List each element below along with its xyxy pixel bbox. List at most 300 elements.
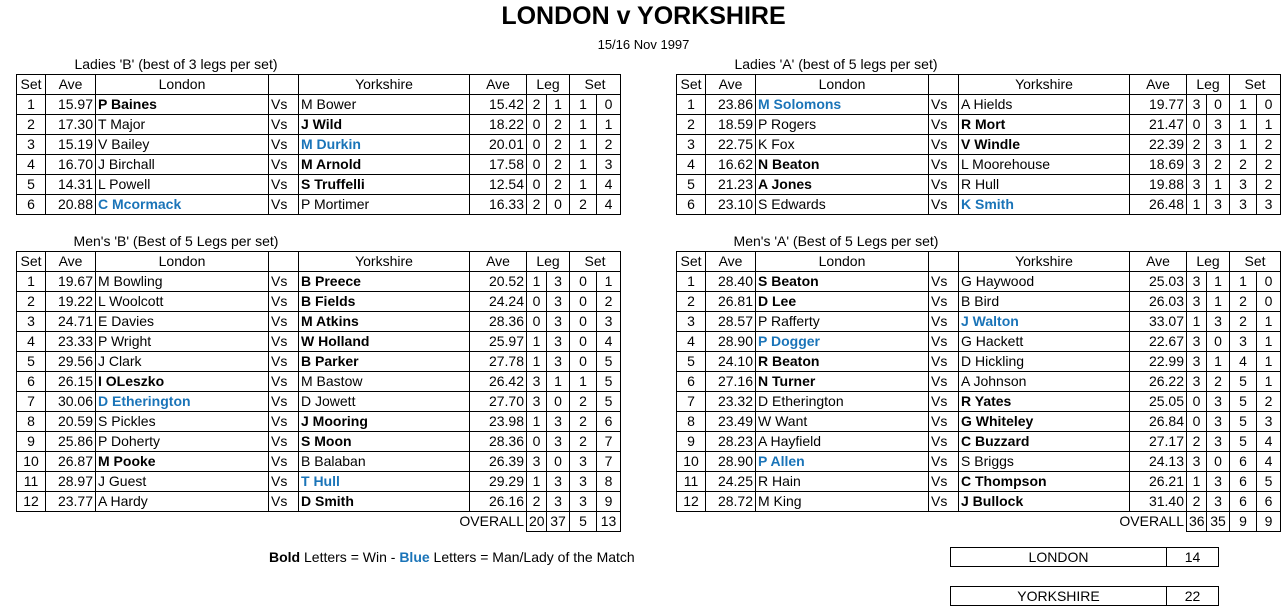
leg-yorkshire: 3 bbox=[547, 432, 570, 452]
set-yorkshire: 0 bbox=[1257, 95, 1281, 115]
yorkshire-player: M Bower bbox=[299, 95, 470, 115]
leg-yorkshire: 3 bbox=[1207, 392, 1230, 412]
set-london: 3 bbox=[1230, 175, 1257, 195]
table-row bbox=[17, 392, 621, 412]
london-player: W Want bbox=[756, 412, 929, 432]
leg-yorkshire: 3 bbox=[1207, 412, 1230, 432]
table-row bbox=[17, 452, 621, 472]
header-ave: Ave bbox=[46, 252, 96, 272]
yorkshire-average: 26.22 bbox=[1130, 372, 1187, 392]
ladies-a-caption: Ladies 'A' (best of 5 legs per set) bbox=[734, 56, 938, 72]
versus-label: Vs bbox=[929, 412, 959, 432]
london-average: 24.10 bbox=[706, 352, 756, 372]
table-row bbox=[17, 372, 621, 392]
yorkshire-player: B Parker bbox=[299, 352, 470, 372]
leg-london: 2 bbox=[527, 95, 547, 115]
yorkshire-average: 26.39 bbox=[470, 452, 527, 472]
london-player: N Turner bbox=[756, 372, 929, 392]
header-blank bbox=[269, 75, 299, 95]
set-yorkshire: 2 bbox=[1257, 392, 1281, 412]
leg-london: 0 bbox=[527, 312, 547, 332]
london-average: 23.32 bbox=[706, 392, 756, 412]
overall-row bbox=[677, 512, 1281, 532]
set-london: 6 bbox=[1230, 452, 1257, 472]
versus-label: Vs bbox=[269, 432, 299, 452]
set-london: 2 bbox=[570, 432, 597, 452]
versus-label: Vs bbox=[929, 392, 959, 412]
yorkshire-player: M Bastow bbox=[299, 372, 470, 392]
set-yorkshire: 3 bbox=[1257, 195, 1281, 215]
header-london: London bbox=[96, 75, 269, 95]
set-london: 2 bbox=[1230, 312, 1257, 332]
set-number: 2 bbox=[677, 292, 706, 312]
leg-london: 3 bbox=[1187, 95, 1207, 115]
london-average: 20.59 bbox=[46, 412, 96, 432]
leg-london: 3 bbox=[1187, 372, 1207, 392]
set-london: 1 bbox=[570, 372, 597, 392]
ladies-a-table bbox=[676, 74, 1281, 215]
versus-label: Vs bbox=[269, 472, 299, 492]
yorkshire-player: C Thompson bbox=[959, 472, 1130, 492]
set-yorkshire: 1 bbox=[1257, 352, 1281, 372]
leg-yorkshire: 2 bbox=[547, 135, 570, 155]
table-row bbox=[677, 332, 1281, 352]
set-london: 3 bbox=[570, 492, 597, 512]
total-team-score: 22 bbox=[1167, 587, 1219, 606]
yorkshire-average: 15.42 bbox=[470, 95, 527, 115]
set-london: 5 bbox=[1230, 432, 1257, 452]
table-row bbox=[677, 392, 1281, 412]
leg-london: 2 bbox=[1187, 492, 1207, 512]
yorkshire-player: T Hull bbox=[299, 472, 470, 492]
set-number: 6 bbox=[677, 372, 706, 392]
london-player: P Wright bbox=[96, 332, 269, 352]
header-set-score: Set bbox=[1230, 252, 1281, 272]
london-player: A Hayfield bbox=[756, 432, 929, 452]
yorkshire-player: D Smith bbox=[299, 492, 470, 512]
versus-label: Vs bbox=[929, 472, 959, 492]
yorkshire-average: 26.48 bbox=[1130, 195, 1187, 215]
set-number: 11 bbox=[17, 472, 46, 492]
leg-london: 2 bbox=[1187, 135, 1207, 155]
leg-yorkshire: 3 bbox=[1207, 492, 1230, 512]
yorkshire-average: 26.16 bbox=[470, 492, 527, 512]
set-number: 5 bbox=[17, 352, 46, 372]
london-average: 16.62 bbox=[706, 155, 756, 175]
leg-london: 3 bbox=[527, 372, 547, 392]
set-london: 4 bbox=[1230, 352, 1257, 372]
london-average: 28.40 bbox=[706, 272, 756, 292]
versus-label: Vs bbox=[269, 135, 299, 155]
table-row bbox=[677, 312, 1281, 332]
set-london: 1 bbox=[1230, 272, 1257, 292]
leg-yorkshire: 2 bbox=[1207, 372, 1230, 392]
set-number: 3 bbox=[17, 135, 46, 155]
set-london: 1 bbox=[570, 155, 597, 175]
header-leg: Leg bbox=[527, 75, 570, 95]
set-london: 0 bbox=[570, 352, 597, 372]
leg-london: 3 bbox=[1187, 452, 1207, 472]
set-yorkshire: 3 bbox=[1257, 412, 1281, 432]
set-yorkshire: 1 bbox=[1257, 115, 1281, 135]
set-number: 7 bbox=[677, 392, 706, 412]
versus-label: Vs bbox=[929, 312, 959, 332]
table-row bbox=[677, 352, 1281, 372]
table-row bbox=[17, 472, 621, 492]
ladies-b-caption: Ladies 'B' (best of 3 legs per set) bbox=[74, 56, 278, 72]
leg-yorkshire: 1 bbox=[547, 95, 570, 115]
overall-set-yorkshire: 13 bbox=[597, 512, 621, 532]
london-average: 19.67 bbox=[46, 272, 96, 292]
yorkshire-average: 31.40 bbox=[1130, 492, 1187, 512]
table-row bbox=[17, 332, 621, 352]
yorkshire-player: S Moon bbox=[299, 432, 470, 452]
set-yorkshire: 5 bbox=[597, 372, 621, 392]
set-number: 1 bbox=[17, 272, 46, 292]
versus-label: Vs bbox=[929, 352, 959, 372]
legend-bold-text: Letters = Win - bbox=[300, 549, 400, 565]
header-leg: Leg bbox=[1187, 252, 1230, 272]
header-set: Set bbox=[17, 252, 46, 272]
leg-yorkshire: 1 bbox=[1207, 352, 1230, 372]
set-london: 0 bbox=[570, 272, 597, 292]
london-average: 22.75 bbox=[706, 135, 756, 155]
leg-yorkshire: 3 bbox=[1207, 472, 1230, 492]
table-row bbox=[17, 492, 621, 512]
versus-label: Vs bbox=[269, 272, 299, 292]
london-average: 23.77 bbox=[46, 492, 96, 512]
legend-blue-text: Letters = Man/Lady of the Match bbox=[429, 549, 635, 565]
table-row bbox=[17, 175, 621, 195]
set-number: 6 bbox=[677, 195, 706, 215]
london-player: P Allen bbox=[756, 452, 929, 472]
yorkshire-player: D Hickling bbox=[959, 352, 1130, 372]
set-number: 3 bbox=[677, 135, 706, 155]
yorkshire-average: 27.70 bbox=[470, 392, 527, 412]
london-player: P Baines bbox=[96, 95, 269, 115]
yorkshire-average: 18.22 bbox=[470, 115, 527, 135]
set-london: 2 bbox=[570, 392, 597, 412]
table-row bbox=[17, 352, 621, 372]
versus-label: Vs bbox=[929, 115, 959, 135]
leg-yorkshire: 2 bbox=[1207, 155, 1230, 175]
leg-yorkshire: 3 bbox=[547, 312, 570, 332]
london-player: J Guest bbox=[96, 472, 269, 492]
header-set-score: Set bbox=[570, 252, 621, 272]
versus-label: Vs bbox=[929, 432, 959, 452]
set-number: 3 bbox=[17, 312, 46, 332]
leg-london: 1 bbox=[527, 352, 547, 372]
leg-yorkshire: 2 bbox=[547, 115, 570, 135]
leg-london: 0 bbox=[527, 175, 547, 195]
leg-london: 0 bbox=[1187, 412, 1207, 432]
yorkshire-player: R Mort bbox=[959, 115, 1130, 135]
set-yorkshire: 0 bbox=[1257, 292, 1281, 312]
set-yorkshire: 4 bbox=[597, 195, 621, 215]
london-player: N Beaton bbox=[756, 155, 929, 175]
leg-london: 3 bbox=[1187, 155, 1207, 175]
london-average: 30.06 bbox=[46, 392, 96, 412]
set-yorkshire: 5 bbox=[597, 392, 621, 412]
yorkshire-average: 21.47 bbox=[1130, 115, 1187, 135]
leg-london: 1 bbox=[527, 472, 547, 492]
set-number: 5 bbox=[677, 352, 706, 372]
leg-yorkshire: 0 bbox=[1207, 95, 1230, 115]
versus-label: Vs bbox=[269, 412, 299, 432]
set-london: 0 bbox=[570, 332, 597, 352]
yorkshire-player: B Preece bbox=[299, 272, 470, 292]
total-team-score: 14 bbox=[1167, 548, 1219, 567]
versus-label: Vs bbox=[269, 292, 299, 312]
table-row bbox=[677, 432, 1281, 452]
versus-label: Vs bbox=[269, 195, 299, 215]
set-london: 1 bbox=[570, 95, 597, 115]
legend-bold-word: Bold bbox=[269, 549, 301, 565]
london-average: 18.59 bbox=[706, 115, 756, 135]
set-yorkshire: 8 bbox=[597, 472, 621, 492]
yorkshire-player: A Johnson bbox=[959, 372, 1130, 392]
london-player: T Major bbox=[96, 115, 269, 135]
header-yorkshire: Yorkshire bbox=[299, 75, 470, 95]
london-player: P Doherty bbox=[96, 432, 269, 452]
header-london: London bbox=[96, 252, 269, 272]
yorkshire-average: 27.78 bbox=[470, 352, 527, 372]
leg-yorkshire: 3 bbox=[1207, 115, 1230, 135]
yorkshire-player: L Moorehouse bbox=[959, 155, 1130, 175]
yorkshire-player: J Bullock bbox=[959, 492, 1130, 512]
table-row bbox=[677, 472, 1281, 492]
header-set: Set bbox=[677, 252, 706, 272]
set-yorkshire: 6 bbox=[597, 412, 621, 432]
yorkshire-average: 25.97 bbox=[470, 332, 527, 352]
versus-label: Vs bbox=[269, 312, 299, 332]
total-team-name: YORKSHIRE bbox=[951, 587, 1167, 606]
leg-london: 3 bbox=[527, 392, 547, 412]
set-number: 4 bbox=[677, 155, 706, 175]
overall-set-london: 9 bbox=[1230, 512, 1257, 532]
set-yorkshire: 2 bbox=[597, 292, 621, 312]
yorkshire-average: 26.03 bbox=[1130, 292, 1187, 312]
versus-label: Vs bbox=[269, 175, 299, 195]
leg-yorkshire: 3 bbox=[547, 332, 570, 352]
london-average: 15.19 bbox=[46, 135, 96, 155]
yorkshire-average: 26.21 bbox=[1130, 472, 1187, 492]
versus-label: Vs bbox=[929, 272, 959, 292]
london-average: 23.10 bbox=[706, 195, 756, 215]
london-player: A Jones bbox=[756, 175, 929, 195]
header-yorkshire: Yorkshire bbox=[959, 75, 1130, 95]
header-yorkshire: Yorkshire bbox=[959, 252, 1130, 272]
yorkshire-average: 24.24 bbox=[470, 292, 527, 312]
yorkshire-average: 22.39 bbox=[1130, 135, 1187, 155]
set-number: 6 bbox=[17, 372, 46, 392]
set-london: 1 bbox=[1230, 115, 1257, 135]
set-yorkshire: 3 bbox=[597, 155, 621, 175]
london-average: 15.97 bbox=[46, 95, 96, 115]
table-row bbox=[677, 175, 1281, 195]
versus-label: Vs bbox=[269, 492, 299, 512]
set-yorkshire: 5 bbox=[1257, 472, 1281, 492]
set-yorkshire: 1 bbox=[597, 272, 621, 292]
london-player: S Pickles bbox=[96, 412, 269, 432]
set-number: 10 bbox=[677, 452, 706, 472]
set-number: 2 bbox=[17, 292, 46, 312]
table-row bbox=[17, 292, 621, 312]
yorkshire-average: 25.05 bbox=[1130, 392, 1187, 412]
set-number: 5 bbox=[17, 175, 46, 195]
set-number: 2 bbox=[677, 115, 706, 135]
set-number: 4 bbox=[677, 332, 706, 352]
set-london: 6 bbox=[1230, 492, 1257, 512]
london-average: 24.71 bbox=[46, 312, 96, 332]
set-yorkshire: 1 bbox=[1257, 312, 1281, 332]
set-yorkshire: 0 bbox=[597, 95, 621, 115]
london-average: 27.16 bbox=[706, 372, 756, 392]
legend bbox=[269, 549, 635, 565]
header-set-score: Set bbox=[1230, 75, 1281, 95]
leg-yorkshire: 2 bbox=[547, 175, 570, 195]
london-average: 25.86 bbox=[46, 432, 96, 452]
yorkshire-average: 19.77 bbox=[1130, 95, 1187, 115]
mens-a-table bbox=[676, 251, 1281, 532]
yorkshire-player: R Hull bbox=[959, 175, 1130, 195]
versus-label: Vs bbox=[929, 332, 959, 352]
yorkshire-player: S Briggs bbox=[959, 452, 1130, 472]
yorkshire-player: P Mortimer bbox=[299, 195, 470, 215]
set-yorkshire: 4 bbox=[1257, 432, 1281, 452]
yorkshire-average: 19.88 bbox=[1130, 175, 1187, 195]
leg-yorkshire: 3 bbox=[547, 412, 570, 432]
set-yorkshire: 2 bbox=[1257, 175, 1281, 195]
set-number: 9 bbox=[677, 432, 706, 452]
set-number: 1 bbox=[677, 95, 706, 115]
london-average: 26.15 bbox=[46, 372, 96, 392]
london-player: I OLeszko bbox=[96, 372, 269, 392]
london-player: C Mcormack bbox=[96, 195, 269, 215]
set-yorkshire: 2 bbox=[1257, 135, 1281, 155]
set-yorkshire: 4 bbox=[1257, 452, 1281, 472]
yorkshire-player: J Walton bbox=[959, 312, 1130, 332]
yorkshire-player: M Durkin bbox=[299, 135, 470, 155]
leg-london: 1 bbox=[527, 412, 547, 432]
total-team-name: LONDON bbox=[951, 548, 1167, 567]
overall-leg-london: 20 bbox=[527, 512, 547, 532]
london-average: 23.49 bbox=[706, 412, 756, 432]
table-row bbox=[677, 372, 1281, 392]
london-player: S Edwards bbox=[756, 195, 929, 215]
header-ave: Ave bbox=[706, 252, 756, 272]
set-london: 5 bbox=[1230, 372, 1257, 392]
london-player: P Rafferty bbox=[756, 312, 929, 332]
leg-london: 2 bbox=[1187, 432, 1207, 452]
set-london: 1 bbox=[570, 175, 597, 195]
set-london: 1 bbox=[570, 135, 597, 155]
london-average: 28.97 bbox=[46, 472, 96, 492]
leg-yorkshire: 3 bbox=[547, 472, 570, 492]
leg-london: 1 bbox=[1187, 472, 1207, 492]
london-player: R Beaton bbox=[756, 352, 929, 372]
versus-label: Vs bbox=[269, 372, 299, 392]
yorkshire-player: B Balaban bbox=[299, 452, 470, 472]
yorkshire-average: 24.13 bbox=[1130, 452, 1187, 472]
versus-label: Vs bbox=[929, 175, 959, 195]
set-london: 3 bbox=[570, 472, 597, 492]
set-number: 6 bbox=[17, 195, 46, 215]
set-number: 4 bbox=[17, 155, 46, 175]
versus-label: Vs bbox=[269, 452, 299, 472]
table-row bbox=[677, 115, 1281, 135]
london-player: A Hardy bbox=[96, 492, 269, 512]
yorkshire-player: M Atkins bbox=[299, 312, 470, 332]
table-row bbox=[17, 135, 621, 155]
leg-yorkshire: 3 bbox=[1207, 312, 1230, 332]
set-london: 0 bbox=[570, 292, 597, 312]
versus-label: Vs bbox=[269, 155, 299, 175]
yorkshire-player: G Hackett bbox=[959, 332, 1130, 352]
table-row bbox=[17, 195, 621, 215]
london-average: 24.25 bbox=[706, 472, 756, 492]
set-yorkshire: 6 bbox=[1257, 492, 1281, 512]
leg-london: 0 bbox=[527, 135, 547, 155]
set-number: 11 bbox=[677, 472, 706, 492]
yorkshire-average: 16.33 bbox=[470, 195, 527, 215]
leg-london: 3 bbox=[1187, 272, 1207, 292]
set-london: 2 bbox=[1230, 155, 1257, 175]
yorkshire-average: 23.98 bbox=[470, 412, 527, 432]
table-row bbox=[17, 115, 621, 135]
yorkshire-average: 26.42 bbox=[470, 372, 527, 392]
leg-london: 0 bbox=[527, 432, 547, 452]
header-ave: Ave bbox=[1130, 252, 1187, 272]
yorkshire-player: D Jowett bbox=[299, 392, 470, 412]
table-row bbox=[677, 412, 1281, 432]
yorkshire-player: J Wild bbox=[299, 115, 470, 135]
leg-yorkshire: 0 bbox=[547, 392, 570, 412]
london-average: 16.70 bbox=[46, 155, 96, 175]
header-blank bbox=[929, 252, 959, 272]
leg-london: 0 bbox=[1187, 115, 1207, 135]
set-london: 5 bbox=[1230, 412, 1257, 432]
leg-london: 1 bbox=[1187, 195, 1207, 215]
set-yorkshire: 9 bbox=[597, 492, 621, 512]
set-yorkshire: 1 bbox=[1257, 372, 1281, 392]
set-number: 2 bbox=[17, 115, 46, 135]
yorkshire-player: C Buzzard bbox=[959, 432, 1130, 452]
yorkshire-average: 28.36 bbox=[470, 312, 527, 332]
set-yorkshire: 3 bbox=[597, 312, 621, 332]
leg-yorkshire: 1 bbox=[1207, 292, 1230, 312]
table-row bbox=[677, 135, 1281, 155]
total-london bbox=[950, 547, 1219, 567]
set-yorkshire: 7 bbox=[597, 432, 621, 452]
leg-london: 3 bbox=[1187, 352, 1207, 372]
london-player: M Pooke bbox=[96, 452, 269, 472]
table-row bbox=[677, 492, 1281, 512]
header-blank bbox=[269, 252, 299, 272]
london-average: 23.33 bbox=[46, 332, 96, 352]
london-player: D Etherington bbox=[756, 392, 929, 412]
set-london: 1 bbox=[1230, 95, 1257, 115]
leg-london: 0 bbox=[527, 292, 547, 312]
set-yorkshire: 4 bbox=[597, 332, 621, 352]
set-london: 3 bbox=[1230, 195, 1257, 215]
leg-yorkshire: 3 bbox=[1207, 432, 1230, 452]
leg-yorkshire: 0 bbox=[547, 452, 570, 472]
header-row bbox=[17, 252, 621, 272]
set-london: 1 bbox=[570, 115, 597, 135]
overall-label: OVERALL bbox=[1119, 513, 1184, 530]
leg-yorkshire: 0 bbox=[547, 195, 570, 215]
